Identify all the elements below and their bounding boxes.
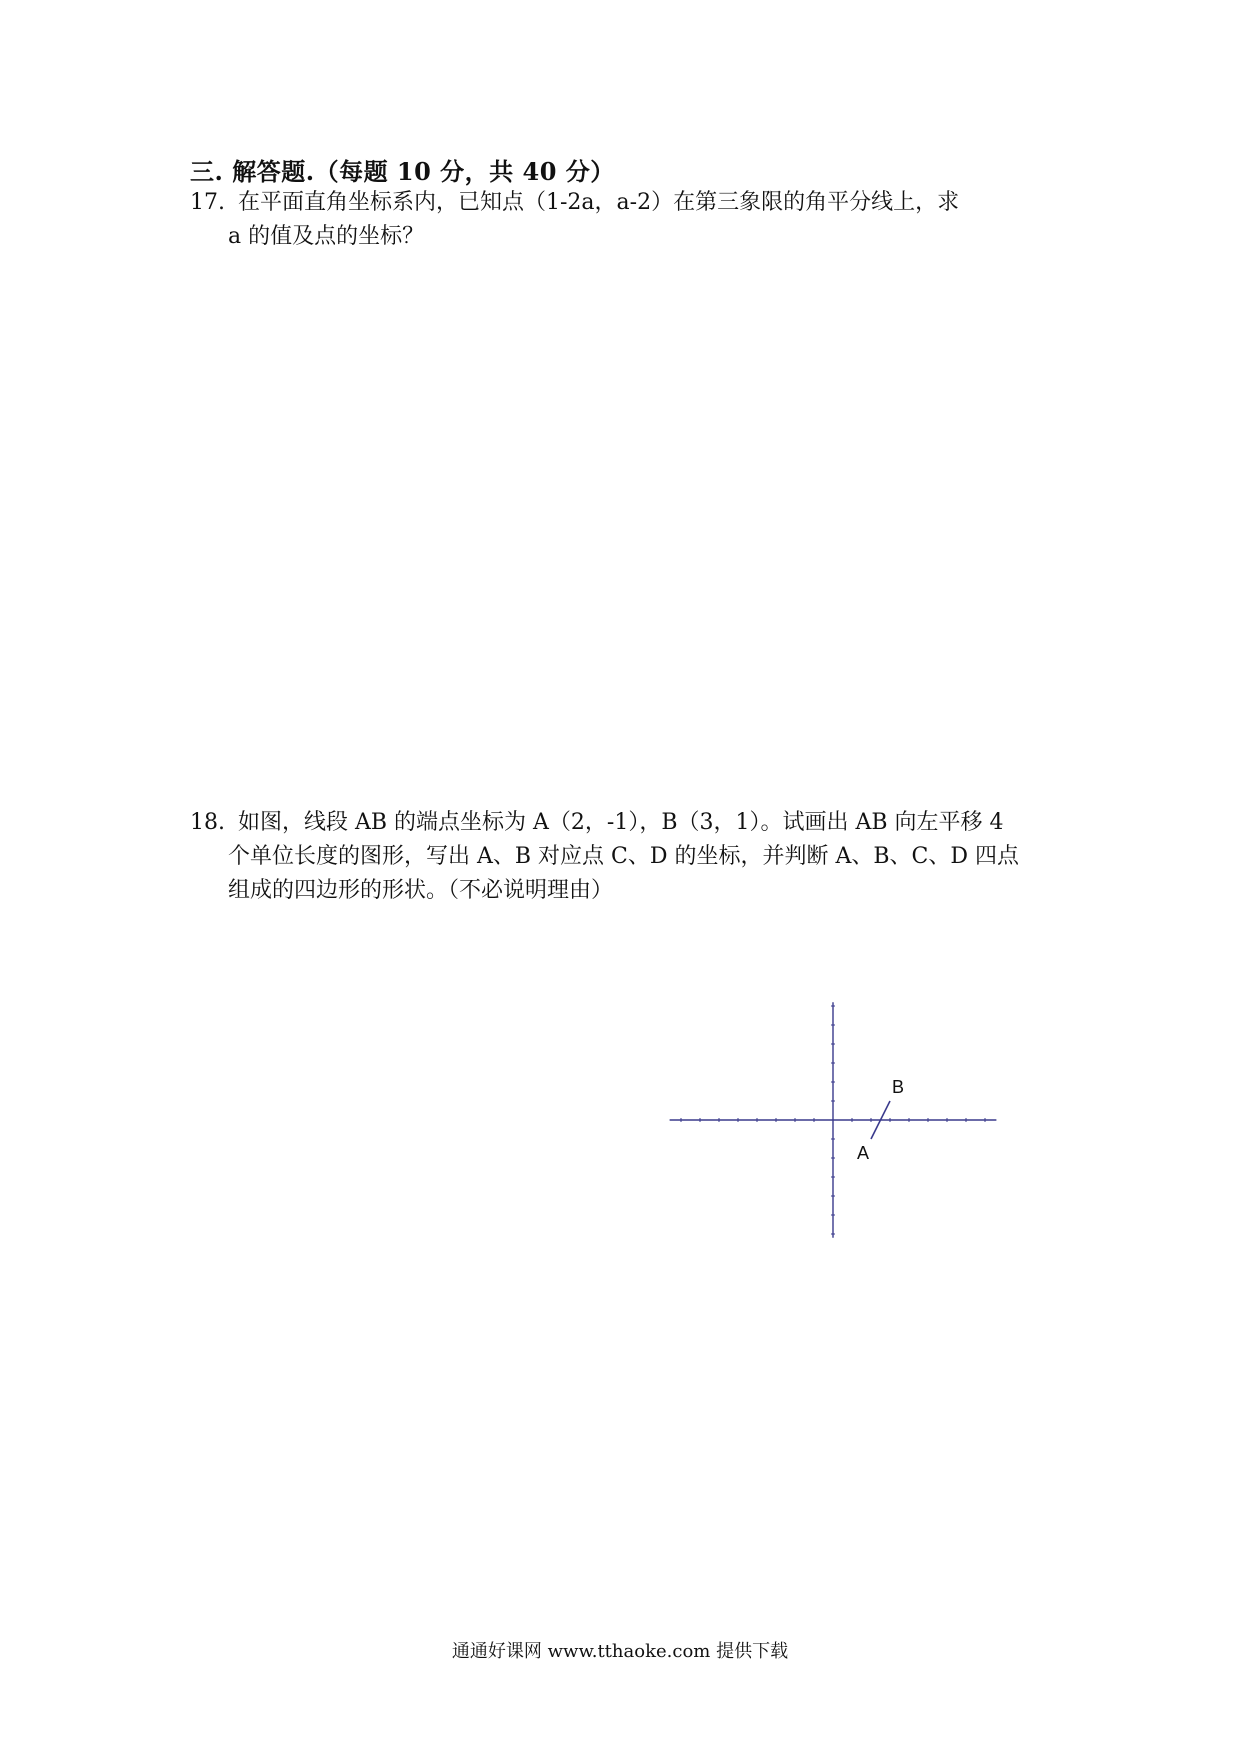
point-label-a: A bbox=[856, 1143, 870, 1163]
question-18-text-2: 个单位长度的图形，写出 A、B 对应点 C、D 的坐标，并判断 A、B、C、D 四点 bbox=[228, 844, 1020, 869]
question-18-line-1 bbox=[190, 806, 1060, 840]
section-title: 三. 解答题.（每题 10 分，共 40 分） bbox=[190, 157, 615, 186]
question-18 bbox=[190, 806, 1060, 908]
question-17-text-2: a 的值及点的坐标？ bbox=[228, 224, 425, 249]
question-18-text-3: 组成的四边形的形状。（不必说明理由） bbox=[228, 878, 614, 903]
question-17-number: 17. bbox=[190, 190, 225, 215]
coordinate-figure bbox=[600, 965, 1060, 1265]
footer: 通通好课网 www.tthaoke.com 提供下载 bbox=[451, 1641, 789, 1662]
question-18-text-1: 如图，线段 AB 的端点坐标为 A（2，-1），B（3，1）。试画出 AB 向左平移 4 bbox=[238, 810, 1004, 835]
question-17-text-1: 在平面直角坐标系内，已知点（1-2a，a-2）在第三象限的角平分线上，求 bbox=[238, 190, 960, 215]
question-17 bbox=[190, 186, 1060, 254]
question-18-number: 18. bbox=[190, 810, 225, 835]
question-17-line-1 bbox=[190, 186, 1060, 220]
point-label-b: B bbox=[891, 1077, 905, 1097]
coordinate-plane bbox=[600, 965, 1060, 1265]
